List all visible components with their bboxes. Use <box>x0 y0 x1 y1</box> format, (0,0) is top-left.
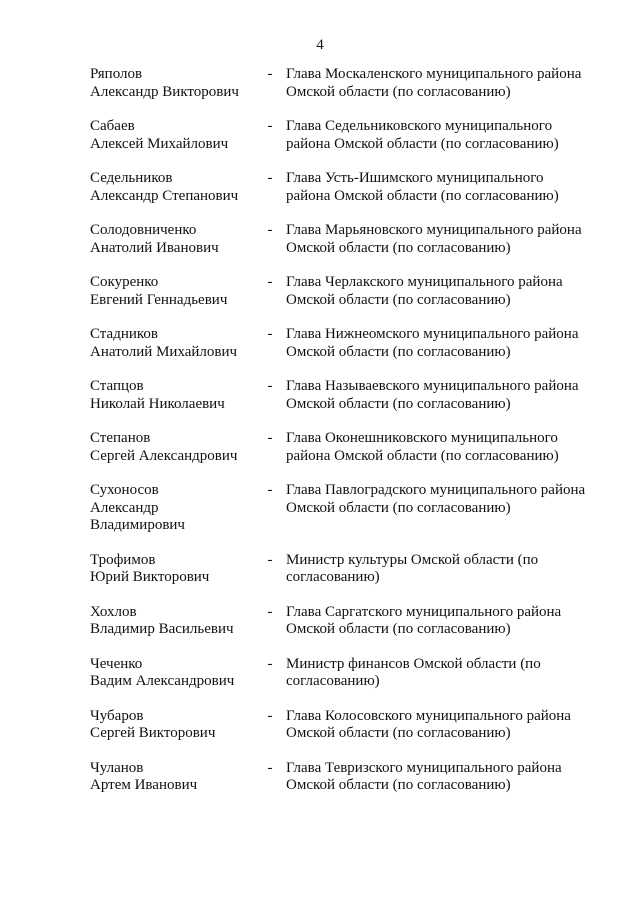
role-line: района Омской области (по согласованию) <box>286 135 559 152</box>
surname: Стадников <box>90 326 158 342</box>
role-line: согласованию) <box>286 569 380 585</box>
person-name <box>90 274 258 309</box>
surname: Стапцов <box>90 378 144 394</box>
surname: Трофимов <box>90 551 156 568</box>
surname: Седельников <box>90 170 173 186</box>
person-name <box>90 66 258 101</box>
dash-separator: - <box>267 170 273 186</box>
surname: Чеченко <box>90 655 143 672</box>
role-line: Глава Москаленского муниципального района <box>286 66 582 82</box>
person-name <box>90 378 258 413</box>
person-name <box>90 760 258 795</box>
page-number: 4 <box>316 37 324 53</box>
given-name: Владимир Васильевич <box>90 621 234 637</box>
role-line: Глава Усть-Ишимского муниципального <box>286 170 544 186</box>
surname: Сухоносов <box>90 482 159 498</box>
person-name <box>90 482 258 535</box>
dash-separator: - <box>267 222 273 238</box>
given-name: Анатолий Михайлович <box>90 343 238 360</box>
member-list <box>90 66 600 795</box>
person-role <box>282 222 600 257</box>
given-name: Алексей Михайлович <box>90 135 229 152</box>
surname: Солодовниченко <box>90 222 197 238</box>
person-name <box>90 222 258 257</box>
role-line: Глава Оконешниковского муниципального <box>286 430 558 446</box>
person-role <box>282 656 600 691</box>
dash-separator: - <box>267 482 273 498</box>
list-item <box>90 170 600 205</box>
list-item <box>90 378 600 413</box>
person-name <box>90 118 258 153</box>
person-name <box>90 604 258 639</box>
person-role <box>282 708 600 743</box>
list-item <box>90 604 600 639</box>
list-item <box>90 552 600 587</box>
role-line: Омской области (по согласованию) <box>286 499 511 516</box>
role-line: Глава Седельниковского муниципального <box>286 118 553 134</box>
list-item <box>90 274 600 309</box>
given-name: Анатолий Иванович <box>90 239 219 256</box>
role-line: Министр финансов Омской области (по <box>286 655 541 672</box>
dash-separator: - <box>267 707 273 724</box>
surname: Сокуренко <box>90 274 159 290</box>
person-name <box>90 656 258 691</box>
dash-separator: - <box>267 118 273 134</box>
role-line: Омской области (по согласованию) <box>286 395 511 412</box>
role-line: Омской области (по согласованию) <box>286 291 511 308</box>
surname: Хохлов <box>90 603 137 620</box>
given-name: Юрий Викторович <box>90 569 210 585</box>
dash-separator: - <box>267 430 273 446</box>
list-item <box>90 326 600 361</box>
role-line: Омской области (по согласованию) <box>286 777 511 793</box>
surname: Ряполов <box>90 66 143 82</box>
person-name <box>90 326 258 361</box>
list-item <box>90 430 600 465</box>
given-name: Александр <box>90 499 159 516</box>
role-line: Глава Нижнеомского муниципального района <box>286 326 579 342</box>
person-role <box>282 326 600 361</box>
role-line: согласованию) <box>286 673 380 689</box>
role-line: Глава Колосовского муниципального района <box>286 707 571 724</box>
dash-separator: - <box>267 603 273 620</box>
person-name <box>90 552 258 587</box>
dash-separator: - <box>267 655 273 672</box>
given-name: Александр Викторович <box>90 83 239 100</box>
dash-separator: - <box>267 378 273 394</box>
given-name: Сергей Викторович <box>90 725 216 741</box>
list-item <box>90 656 600 691</box>
role-line: Омской области (по согласованию) <box>286 343 511 360</box>
given-name: Вадим Александрович <box>90 673 235 689</box>
role-line: Глава Марьяновского муниципального района <box>286 222 582 238</box>
role-line: Омской области (по согласованию) <box>286 239 511 256</box>
given-name: Николай Николаевич <box>90 395 225 412</box>
role-line: района Омской области (по согласованию) <box>286 187 559 204</box>
person-role <box>282 604 600 639</box>
person-name <box>90 170 258 205</box>
person-role <box>282 482 600 517</box>
given-name: Евгений Геннадьевич <box>90 291 228 308</box>
role-line: Министр культуры Омской области (по <box>286 551 539 568</box>
surname: Сабаев <box>90 118 135 134</box>
person-role <box>282 760 600 795</box>
surname: Степанов <box>90 430 151 446</box>
person-name <box>90 430 258 465</box>
dash-separator: - <box>267 551 273 568</box>
role-line: Омской области (по согласованию) <box>286 621 511 637</box>
role-line: Глава Черлакского муниципального района <box>286 274 563 290</box>
role-line: Омской области (по согласованию) <box>286 83 511 100</box>
dash-separator: - <box>267 274 273 290</box>
given-name: Владимирович <box>90 517 185 533</box>
given-name: Александр Степанович <box>90 187 239 204</box>
role-line: Глава Павлоградского муниципального района <box>286 482 586 498</box>
person-role <box>282 274 600 309</box>
person-role <box>282 430 600 465</box>
role-line: Глава Тевризского муниципального района <box>286 759 562 776</box>
surname: Чуланов <box>90 759 144 776</box>
dash-separator: - <box>267 326 273 342</box>
role-line: Омской области (по согласованию) <box>286 725 511 741</box>
person-role <box>282 66 600 101</box>
person-role <box>282 170 600 205</box>
person-role <box>282 118 600 153</box>
role-line: Глава Саргатского муниципального района <box>286 603 562 620</box>
list-item <box>90 760 600 795</box>
list-item <box>90 482 600 535</box>
list-item <box>90 66 600 101</box>
given-name: Артем Иванович <box>90 777 198 793</box>
given-name: Сергей Александрович <box>90 447 238 464</box>
list-item <box>90 222 600 257</box>
person-role <box>282 552 600 587</box>
person-name <box>90 708 258 743</box>
dash-separator: - <box>267 66 273 82</box>
dash-separator: - <box>267 759 273 776</box>
role-line: Глава Называевского муниципального района <box>286 378 579 394</box>
surname: Чубаров <box>90 707 144 724</box>
person-role <box>282 378 600 413</box>
list-item <box>90 118 600 153</box>
list-item <box>90 708 600 743</box>
role-line: района Омской области (по согласованию) <box>286 447 559 464</box>
